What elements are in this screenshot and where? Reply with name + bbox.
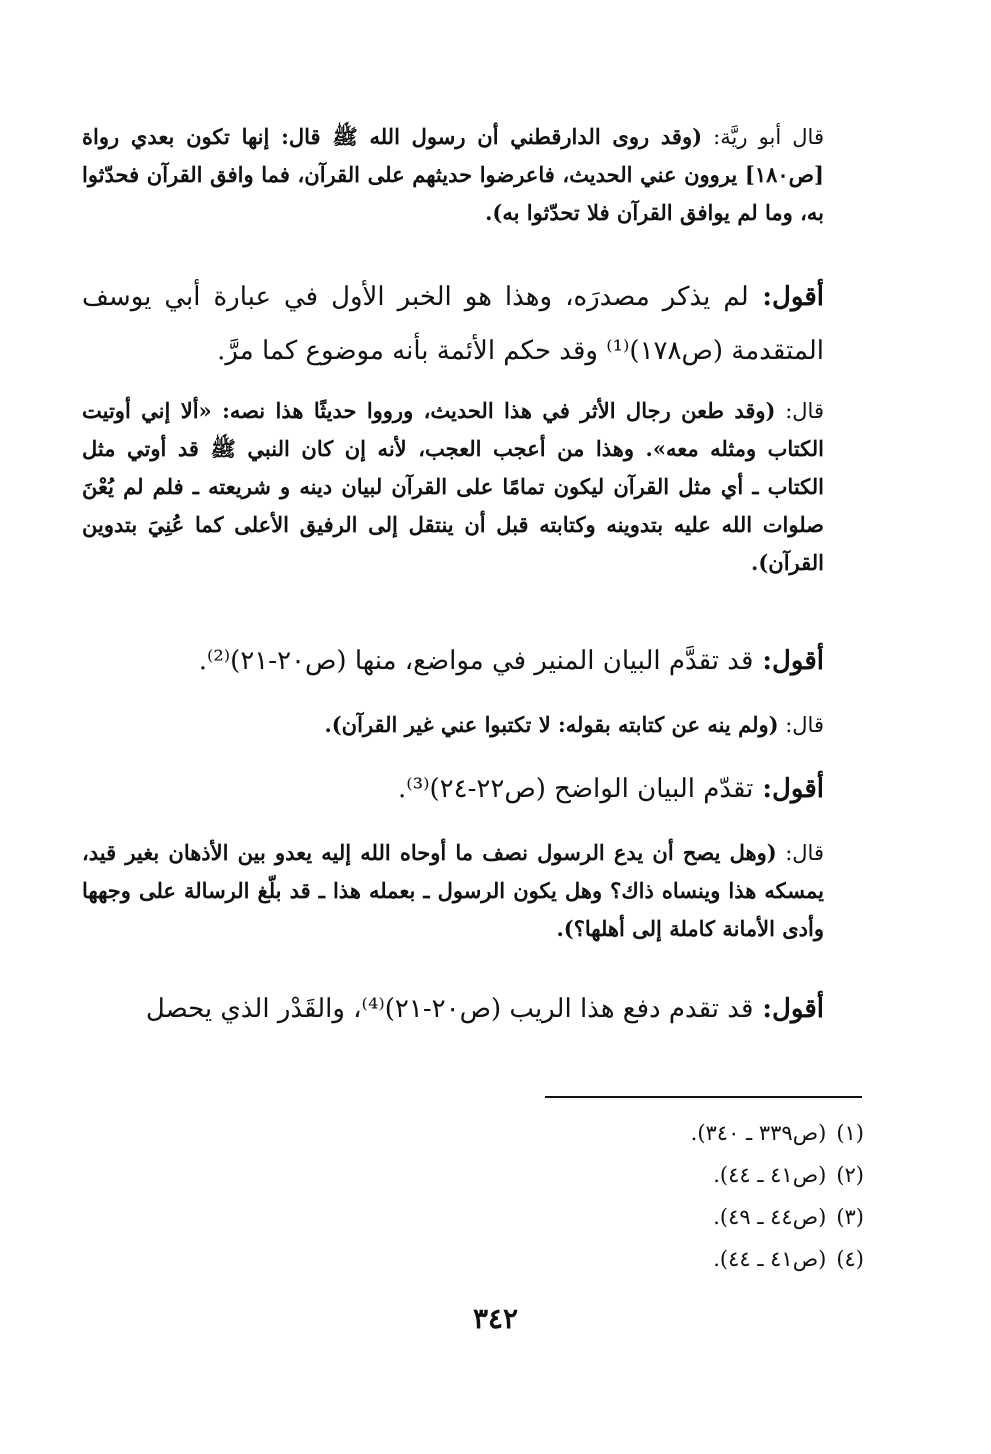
page-number: ٣٤٢ [472,1302,519,1335]
footnote-item [520,1238,864,1280]
footnote-item [520,1154,864,1196]
paragraph-quote-4 [82,834,864,948]
paragraph-reply-1 [82,270,864,378]
speaker-label: قال: [778,713,824,737]
reply-text: لم يذكر مصدرَه، وهذا هو الخبر الأول في عبارة أبي يوسف المتقدمة (ص١٧٨)⁽¹⁾ وقد حكم الأئمة بأنه موضوع كما مرَّ. [82,282,824,366]
footnotes [520,1112,864,1280]
speaker-label: قال: [775,399,824,423]
reply-text: تقدّم البيان الواضح (ص٢٢-٢٤)⁽³⁾. [398,774,754,804]
paragraph-reply-4 [82,982,864,1036]
quote-text: (وقد طعن رجال الأثر في هذا الحديث، ورووا حديثًا هذا نصه: «ألا إني أوتيت الكتاب ومثله معه». وهذا من أعجب العجب، لأنه إن كان النبي ﷺ قد أوتي مثل الكتاب ـ أي مثل القرآن ليكون تمامًا على القرآن لبيان دينه و شريعته ـ فلم لم يُعْنَ صلوات الله عليه بتدوينه وكتابته قبل أن ينتقل إلى الرفيق الأعلى كما عُنِيَ بتدوين القرآن). [82,398,824,575]
footnote-item [520,1196,864,1238]
footnote-text: (ص٣٣٩ ـ ٣٤٠). [690,1121,827,1145]
footnote-text: (ص٤١ ـ ٤٤). [713,1247,827,1271]
footnote-number: (١) [836,1121,864,1145]
paragraph-quote-2 [82,392,864,582]
quote-text: (وهل يصح أن يدع الرسول نصف ما أوحاه الله إليه يعدو بين الأذهان بغير قيد، يمسكه هذا وينساه ذاك؟ وهل يكون الرسول ـ بعمله هذا ـ قد بلّغ الرسالة على وجهها وأدى الأمانة كاملة إلى أهلها؟). [82,840,824,941]
reply-label: أقول: [748,282,824,312]
reply-text: قد تقدَّم البيان المنير في مواضع، منها (ص٢٠-٢١)⁽²⁾. [198,646,754,676]
footnote-text: (ص٤١ ـ ٤٤). [713,1163,827,1187]
reply-label: أقول: [753,646,824,676]
paragraph-reply-2 [82,634,864,688]
footnote-divider [545,1096,862,1098]
paragraph-quote-1 [82,118,864,232]
paragraph-reply-3 [82,762,864,816]
reply-text: قد تقدم دفع هذا الريب (ص٢٠-٢١)⁽⁴⁾، والقَدْر الذي يحصل [145,994,754,1024]
footnote-number: (٤) [836,1247,864,1271]
speaker-label: قال أبو ريَّة: [702,125,824,149]
footnote-number: (٣) [836,1205,864,1229]
quote-text: (ولم ينه عن كتابته بقوله: لا تكتبوا عني غير القرآن). [324,712,779,737]
quote-text: (وقد روى الدارقطني أن رسول الله ﷺ قال: إنها تكون بعدي رواة [ص١٨٠] يروون عني الحديث، فاعرضوا حديثهم على القرآن، فما وافق القرآن فحدّثوا به، وما لم يوافق القرآن فلا تحدّثوا به). [82,124,824,225]
reply-label: أقول: [753,774,824,804]
paragraph-quote-3 [82,706,864,744]
footnote-item [520,1112,864,1154]
reply-label: أقول: [753,994,824,1024]
speaker-label: قال: [776,841,824,865]
footnote-number: (٢) [836,1163,864,1187]
footnote-text: (ص٤٤ ـ ٤٩). [713,1205,827,1229]
